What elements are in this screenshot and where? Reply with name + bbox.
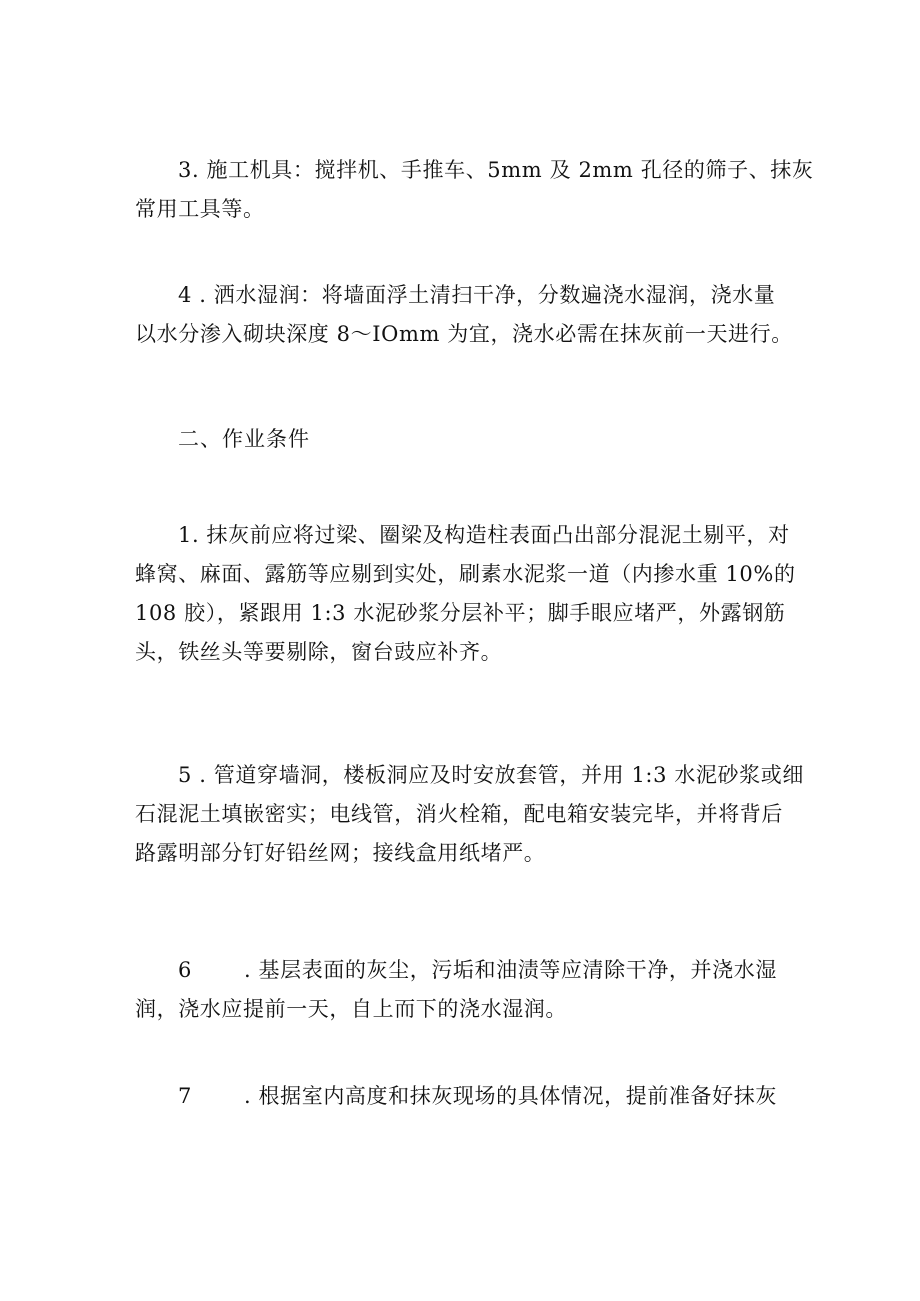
- paragraph-line: 以水分渗入砌块深度 8～IOmm 为宜，浇水必需在抹灰前一天进行。: [135, 322, 793, 346]
- paragraph-3-tools: [135, 151, 814, 229]
- paragraph-condition-6: [135, 951, 795, 1029]
- item-text: . 基层表面的灰尘，污垢和油渍等应清除干净，并浇水湿: [243, 958, 777, 982]
- paragraph-line: 石混泥土填嵌密实；电线管，消火栓箱，配电箱安装完毕，并将背后: [135, 802, 783, 826]
- paragraph-line: [135, 1077, 795, 1116]
- item-number: 7: [178, 1084, 192, 1108]
- item-text: . 根据室内高度和抹灰现场的具体情况，提前准备好抹灰: [243, 1084, 777, 1108]
- paragraph-line: 蜂窝、麻面、露筋等应剔到实处，刷素水泥浆一道（内掺水重 10%的: [135, 562, 796, 586]
- paragraph-line: 路露明部分钉好铅丝网；接线盒用纸堵严。: [135, 841, 546, 865]
- paragraph-line: 4 . 洒水湿润：将墙面浮土清扫干净，分数遍浇水湿润，浇水量: [178, 283, 776, 307]
- paragraph-condition-7: [135, 1077, 795, 1116]
- paragraph-line: 1. 抹灰前应将过梁、圈梁及构造柱表面凸出部分混泥土剔平，对: [178, 523, 790, 547]
- item-number: 6: [178, 958, 192, 982]
- paragraph-4-watering: [135, 276, 795, 354]
- paragraph-line: 108 胶），紧跟用 1:3 水泥砂浆分层补平；脚手眼应堵严，外露钢筋: [135, 601, 786, 625]
- paragraph-line: 3. 施工机具：搅拌机、手推车、5mm 及 2mm 孔径的筛子、抹灰: [178, 158, 814, 182]
- paragraph-line: [135, 951, 795, 990]
- paragraph-line: 5 . 管道穿墙洞，楼板洞应及时安放套管，并用 1:3 水泥砂浆或细: [178, 763, 804, 787]
- paragraph-line: 头，铁丝头等要剔除，窗台豉应补齐。: [135, 640, 503, 664]
- section-heading-work-conditions: 二、作业条件: [178, 427, 310, 451]
- paragraph-condition-5: [135, 756, 804, 873]
- paragraph-line: 润，浇水应提前一天，自上而下的浇水湿润。: [135, 997, 567, 1021]
- paragraph-line: 常用工具等。: [135, 197, 265, 221]
- paragraph-condition-1: [135, 516, 795, 672]
